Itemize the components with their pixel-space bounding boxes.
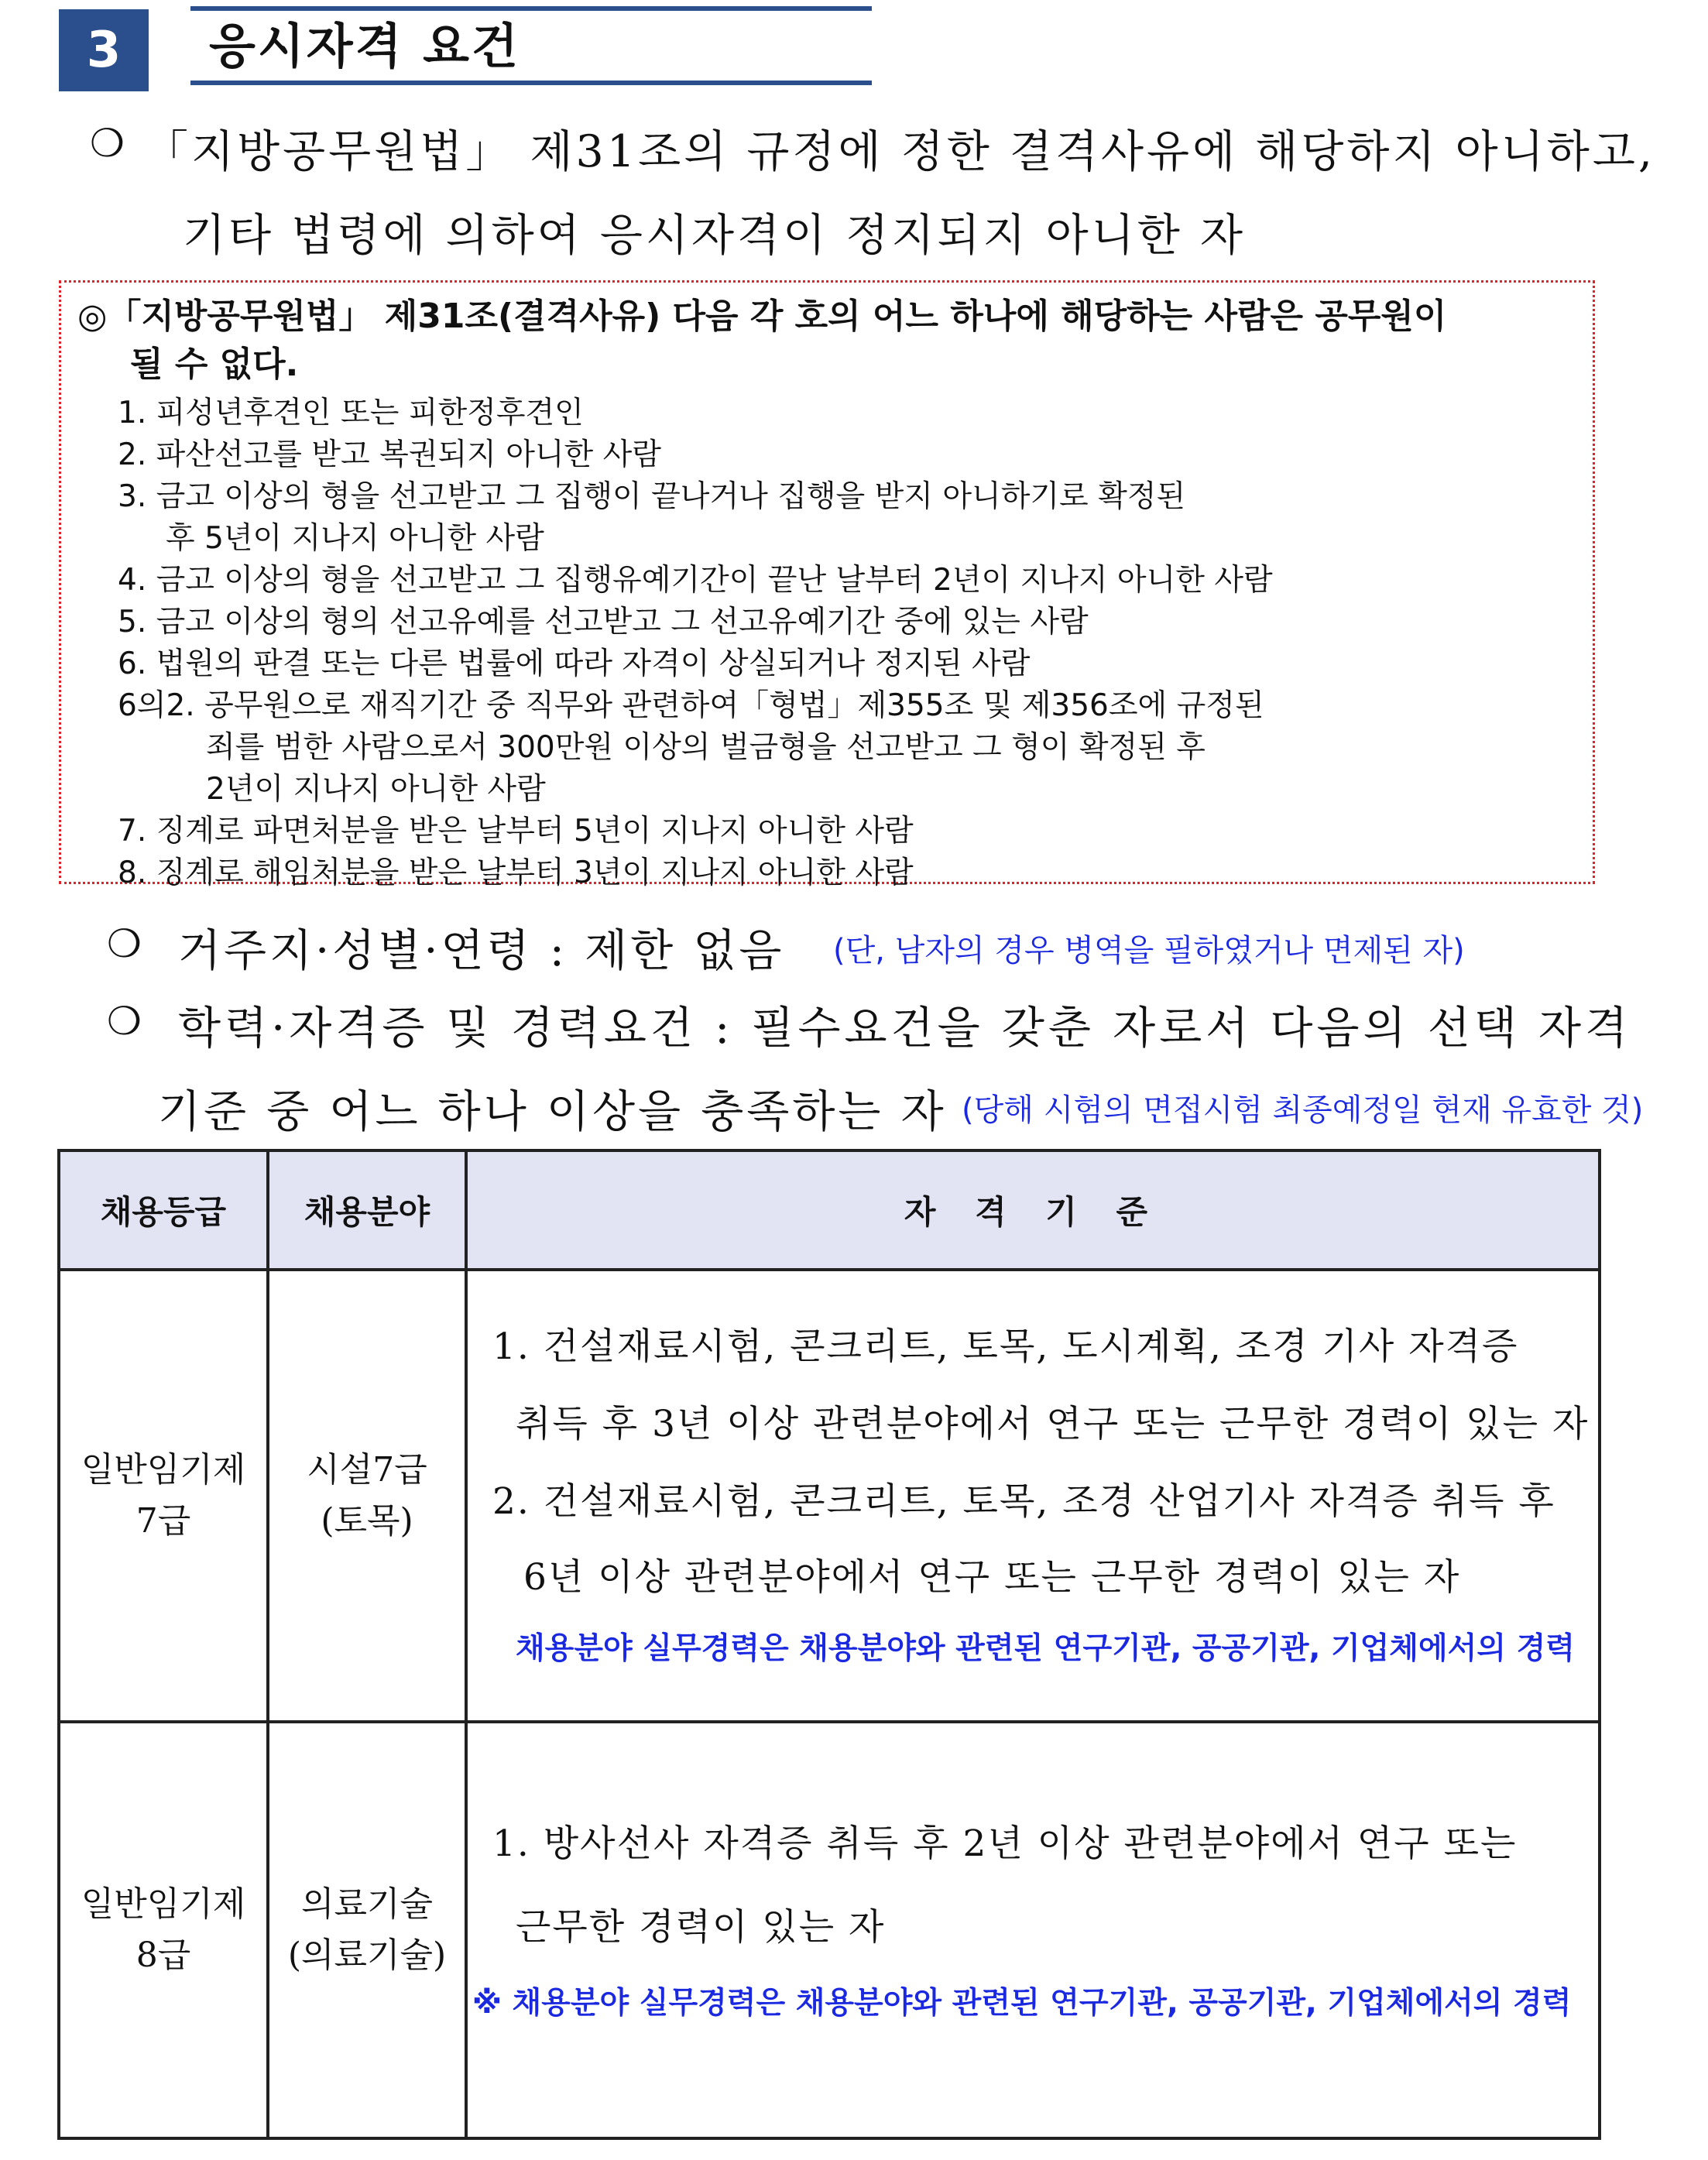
field-line: (토목) [321, 1501, 413, 1541]
disqualification-item: 2. 파산선고를 받고 복권되지 아니한 사람 [118, 437, 661, 472]
section-rule-bottom [190, 81, 872, 85]
column-header-grade: 채용등급 [59, 1150, 268, 1270]
disqualification-item-cont: 후 5년이 지나지 아니한 사람 [166, 521, 544, 556]
table-header-row [59, 1150, 1600, 1270]
criteria-cell [466, 1722, 1600, 2138]
disqualification-item: 3. 금고 이상의 형을 선고받고 그 집행이 끝나거나 집행을 받지 아니하기로 확정된 [118, 479, 1186, 514]
disqualification-item: 4. 금고 이상의 형을 선고받고 그 집행유예기간이 끝난 날부터 2년이 지나지 아니한 사람 [118, 563, 1273, 598]
disqualification-item: 6의2. 공무원으로 재직기간 중 직무와 관련하여「형법」제355조 및 제356조에 규정된 [118, 688, 1264, 723]
criteria-line: 1. 건설재료시험, 콘크리트, 토목, 도시계획, 조경 기사 자격증 [492, 1325, 1519, 1368]
criteria-line: 1. 방사선사 자격증 취득 후 2년 이상 관련분야에서 연구 또는 [492, 1822, 1518, 1865]
field-line: 의료기술 [300, 1884, 433, 1924]
table-row [59, 1270, 1600, 1722]
criteria-cell [466, 1270, 1600, 1722]
criteria-note: ※ 채용분야 실무경력은 채용분야와 관련된 연구기관, 공공기관, 기업체에서의 경력 [472, 1986, 1572, 2021]
residence-note: (단, 남자의 경우 병역을 필하였거나 면제된 자) [833, 933, 1465, 969]
disqualification-heading: ◎「지방공무원법」 제31조(결격사유) 다음 각 호의 어느 하나에 해당하는 사람은 공무원이 [77, 297, 1447, 336]
field-cell [268, 1270, 466, 1722]
criteria-line: 근무한 경력이 있는 자 [516, 1906, 886, 1949]
education-note: (당해 시험의 면접시험 최종예정일 현재 유효한 것) [962, 1092, 1644, 1128]
field-line: 시설7급 [307, 1450, 427, 1490]
disqualification-item: 1. 피성년후견인 또는 피한정후견인 [118, 396, 584, 430]
disqualification-item-cont: 죄를 범한 사람으로서 300만원 이상의 벌금형을 선고받고 그 형이 확정된 후 [206, 730, 1206, 765]
disqualification-item: 6. 법원의 판결 또는 다른 법률에 따라 자격이 상실되거나 정지된 사람 [118, 646, 1031, 681]
disqualification-item-cont: 2년이 지나지 아니한 사람 [206, 772, 546, 807]
bullet-icon: ❍ [107, 921, 142, 966]
grade-line: 8급 [135, 1935, 191, 1975]
education-line-2: 기준 중 어느 하나 이상을 충족하는 자 [158, 1086, 947, 1137]
column-header-criteria: 자 격 기 준 [466, 1150, 1600, 1270]
grade-cell [59, 1722, 268, 2138]
section-number-badge: 3 [59, 9, 149, 91]
section-rule-top [190, 6, 872, 11]
grade-line: 7급 [135, 1501, 191, 1541]
eligibility-line-1: 「지방공무원법」 제31조의 규정에 정한 결격사유에 해당하지 아니하고, [144, 126, 1656, 177]
grade-line: 일반임기제 [81, 1450, 246, 1490]
disqualification-heading-cont: 될 수 없다. [130, 345, 299, 384]
table-row [59, 1722, 1600, 2138]
education-line-1: 학력·자격증 및 경력요건 : 필수요건을 갖춘 자로서 다음의 선택 자격 [178, 1003, 1632, 1054]
eligibility-line-2: 기타 법령에 의하여 응시자격이 정지되지 아니한 자 [183, 210, 1247, 261]
criteria-line: 2. 건설재료시험, 콘크리트, 토목, 조경 산업기사 자격증 취득 후 [492, 1480, 1555, 1523]
bullet-icon: ❍ [90, 121, 125, 166]
field-cell [268, 1722, 466, 2138]
criteria-line: 취득 후 3년 이상 관련분야에서 연구 또는 근무한 경력이 있는 자 [516, 1403, 1590, 1445]
disqualification-item: 7. 징계로 파면처분을 받은 날부터 5년이 지나지 아니한 사람 [118, 814, 914, 849]
criteria-note: 채용분야 실무경력은 채용분야와 관련된 연구기관, 공공기관, 기업체에서의 경력 [516, 1631, 1575, 1666]
column-header-field: 채용분야 [268, 1150, 466, 1270]
disqualification-item: 5. 금고 이상의 형의 선고유예를 선고받고 그 선고유예기간 중에 있는 사람 [118, 605, 1089, 639]
bullet-icon: ❍ [107, 999, 142, 1044]
section-title: 응시자격 요건 [209, 18, 520, 74]
criteria-line: 6년 이상 관련분야에서 연구 또는 근무한 경력이 있는 자 [523, 1556, 1461, 1599]
disqualification-item: 8. 징계로 해임처분을 받은 날부터 3년이 지나지 아니한 사람 [118, 855, 914, 890]
grade-line: 일반임기제 [81, 1884, 246, 1924]
residence-text: 거주지·성별·연령 : 제한 없음 [178, 925, 785, 976]
field-line: (의료기술) [287, 1935, 447, 1975]
grade-cell [59, 1270, 268, 1722]
qualification-table [57, 1149, 1601, 2140]
